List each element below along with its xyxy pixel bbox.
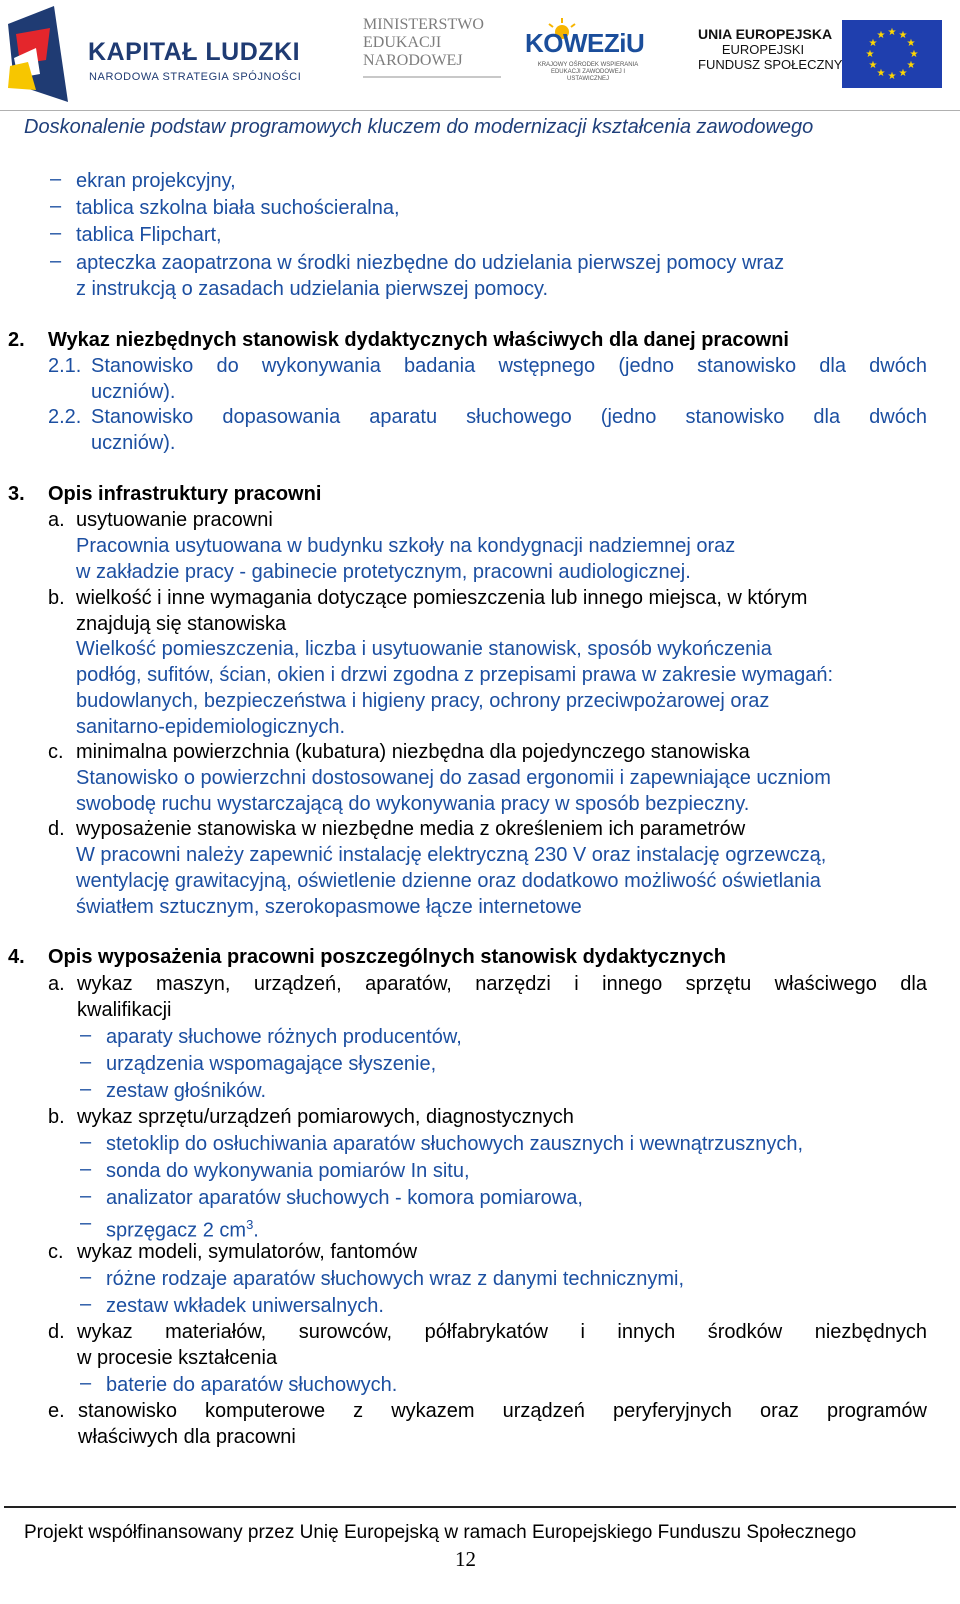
svg-text:★: ★ <box>887 71 897 82</box>
section-number: 4. <box>8 946 25 968</box>
men-underline <box>363 76 501 78</box>
list-dash: – <box>50 195 62 217</box>
list-item-text: sprzęgacz 2 cm <box>106 1219 247 1242</box>
list-item: sonda do wykonywania pomiarów In situ, <box>106 1160 470 1182</box>
list-dash: – <box>80 1024 92 1046</box>
footer-divider <box>4 1506 956 1508</box>
svg-text:★: ★ <box>876 68 886 79</box>
item-label: c. <box>48 741 64 763</box>
svg-text:★: ★ <box>909 49 919 60</box>
svg-text:★: ★ <box>906 38 916 49</box>
item-text: podłóg, sufitów, ścian, okien i drzwi zgodna z przepisami prawa w zakresie wymagań: <box>76 664 834 686</box>
men-line-3: NARODOWEJ <box>363 52 463 69</box>
item-title: stanowisko komputerowe z wykazem urządzeń peryferyjnych oraz programów <box>78 1400 927 1422</box>
item-label: c. <box>48 1241 64 1263</box>
header-logos <box>0 0 960 112</box>
item-title: wykaz materiałów, surowców, półfabrykatów i innych środków niezbędnych <box>77 1321 927 1343</box>
item-title: wykaz sprzętu/urządzeń pomiarowych, diagnostycznych <box>77 1106 574 1128</box>
page-number: 12 <box>455 1547 476 1571</box>
list-dash: – <box>80 1158 92 1180</box>
item-title-continuation: w procesie kształcenia <box>77 1347 278 1369</box>
item-title: wykaz maszyn, urządzeń, aparatów, narzędzi i innego sprzętu właściwego dla <box>77 973 927 995</box>
item-title: minimalna powierzchnia (kubatura) niezbędna dla pojedynczego stanowiska <box>76 741 750 763</box>
list-item: aparaty słuchowe różnych producentów, <box>106 1026 462 1048</box>
list-dash: – <box>50 168 62 190</box>
list-dash: – <box>50 250 62 272</box>
kapital-ludzki-subtitle: NARODOWA STRATEGIA SPÓJNOŚCI <box>89 71 302 83</box>
superscript: 3 <box>246 1217 254 1232</box>
list-item: różne rodzaje aparatów słuchowych wraz z danymi technicznymi, <box>106 1268 685 1290</box>
svg-text:★: ★ <box>865 49 875 60</box>
svg-text:★: ★ <box>898 30 908 41</box>
item-text: Pracownia usytuowana w budynku szkoły na kondygnacji nadziemnej oraz <box>76 535 736 557</box>
eu-flag-icon <box>842 20 942 88</box>
list-dash: – <box>80 1212 92 1234</box>
list-item: baterie do aparatów słuchowych. <box>106 1374 398 1396</box>
list-item: tablica szkolna biała suchościeralna, <box>76 197 400 219</box>
subsection-number: 2.1. <box>48 355 82 377</box>
ue-line-2: EUROPEJSKI <box>721 42 805 57</box>
item-title-continuation: właściwych dla pracowni <box>78 1426 296 1448</box>
list-dash: – <box>80 1293 92 1315</box>
section-heading: Wykaz niezbędnych stanowisk dydaktycznych właściwych dla danej pracowni <box>48 329 789 351</box>
svg-text:★: ★ <box>887 27 897 38</box>
list-dash: – <box>80 1051 92 1073</box>
list-dash: – <box>80 1131 92 1153</box>
kapital-ludzki-emblem-icon <box>6 4 72 104</box>
item-text: budowlanych, bezpieczeństwa i higieny pracy, ochrony przeciwpożarowej oraz <box>76 690 770 712</box>
list-item: zestaw wkładek uniwersalnych. <box>106 1295 384 1317</box>
item-label: a. <box>48 973 65 995</box>
item-text: w zakładzie pracy - gabinecie protetycznym, pracowni audiologicznej. <box>76 561 691 583</box>
item-text: światłem sztucznym, szerokopasmowe łącze internetowe <box>76 896 582 918</box>
subsection-text: Stanowisko dopasowania aparatu słuchowego (jedno stanowisko dla dwóch <box>91 406 927 428</box>
svg-text:★: ★ <box>868 60 878 71</box>
logo-ministerstwo <box>363 16 508 86</box>
list-dash: – <box>80 1372 92 1394</box>
item-text: wentylację grawitacyjną, oświetlenie dzienne oraz dodatkowo możliwość oświetlania <box>76 870 821 892</box>
header-divider <box>0 110 960 111</box>
item-title: usytuowanie pracowni <box>76 509 273 531</box>
subsection-text: Stanowisko do wykonywania badania wstępnego (jedno stanowisko dla dwóch <box>91 355 927 377</box>
list-item: urządzenia wspomagające słyszenie, <box>106 1053 437 1075</box>
list-item-continuation: z instrukcją o zasadach udzielania pierwszej pomocy. <box>76 278 549 300</box>
item-text: swobodę ruchu wystarczającą do wykonywania pracy w sposób bezpieczny. <box>76 793 750 815</box>
section-number: 3. <box>8 483 25 505</box>
svg-text:★: ★ <box>906 60 916 71</box>
section-heading: Opis infrastruktury pracowni <box>48 483 322 505</box>
ue-line-1: UNIA EUROPEJSKA <box>698 26 833 42</box>
logo-unia-europejska <box>698 26 843 86</box>
list-item-punct: . <box>253 1219 259 1242</box>
ue-line-3: FUNDUSZ SPOŁECZNY <box>698 57 843 72</box>
item-text: Stanowisko o powierzchni dostosowanej do zasad ergonomii i zapewniające uczniom <box>76 767 831 789</box>
item-title: wykaz modeli, symulatorów, fantomów <box>77 1241 418 1263</box>
item-title-continuation: znajdują się stanowiska <box>76 613 287 635</box>
list-item: zestaw głośników. <box>106 1080 267 1102</box>
svg-text:★: ★ <box>868 38 878 49</box>
item-label: e. <box>48 1400 65 1422</box>
item-label: b. <box>48 587 65 609</box>
subsection-number: 2.2. <box>48 406 82 428</box>
men-line-1: MINISTERSTWO <box>363 16 484 33</box>
section-number: 2. <box>8 329 25 351</box>
logo-koweziu <box>525 18 645 88</box>
koweziu-title: KOWEZiU <box>525 28 645 58</box>
item-title-continuation: kwalifikacji <box>77 999 172 1021</box>
list-item: stetoklip do osłuchiwania aparatów słuchowych zausznych i wewnątrzusznych, <box>106 1133 804 1155</box>
section-heading: Opis wyposażenia pracowni poszczególnych stanowisk dydaktycznych <box>48 946 726 968</box>
list-dash: – <box>80 1185 92 1207</box>
item-label: d. <box>48 1321 65 1343</box>
logo-kapital-ludzki <box>6 4 306 104</box>
footer-text: Projekt współfinansowany przez Unię Europejską w ramach Europejskiego Funduszu Społecznego <box>24 1522 857 1543</box>
list-item: analizator aparatów słuchowych - komora pomiarowa, <box>106 1187 583 1209</box>
item-label: a. <box>48 509 65 531</box>
list-item: apteczka zaopatrzona w środki niezbędne do udzielania pierwszej pomocy wraz <box>76 252 785 274</box>
koweziu-subtitle: KRAJOWY OŚRODEK WSPIERANIA EDUKACJI ZAWODOWEJ I USTAWICZNEJ <box>537 62 639 82</box>
men-line-2: EDUKACJI <box>363 34 442 51</box>
document-header-title: Doskonalenie podstaw programowych kluczem do modernizacji kształcenia zawodowego <box>24 116 814 138</box>
svg-text:★: ★ <box>876 30 886 41</box>
list-item: tablica Flipchart, <box>76 224 222 246</box>
item-text: sanitarno-epidemiologicznych. <box>76 716 346 738</box>
item-title: wielkość i inne wymagania dotyczące pomieszczenia lub innego miejsca, w którym <box>76 587 808 609</box>
subsection-text-continuation: uczniów). <box>91 432 176 454</box>
list-dash: – <box>50 222 62 244</box>
subsection-text-continuation: uczniów). <box>91 381 176 403</box>
list-dash: – <box>80 1266 92 1288</box>
list-item: ekran projekcyjny, <box>76 170 236 192</box>
item-text: W pracowni należy zapewnić instalację elektryczną 230 V oraz instalację ogrzewczą, <box>76 844 827 866</box>
item-title: wyposażenie stanowiska w niezbędne media z określeniem ich parametrów <box>76 818 746 840</box>
item-text: Wielkość pomieszczenia, liczba i usytuowanie stanowisk, sposób wykończenia <box>76 638 772 660</box>
kapital-ludzki-title: KAPITAŁ LUDZKI <box>88 38 301 66</box>
svg-text:★: ★ <box>898 68 908 79</box>
item-label: b. <box>48 1106 65 1128</box>
item-label: d. <box>48 818 65 840</box>
list-dash: – <box>80 1078 92 1100</box>
